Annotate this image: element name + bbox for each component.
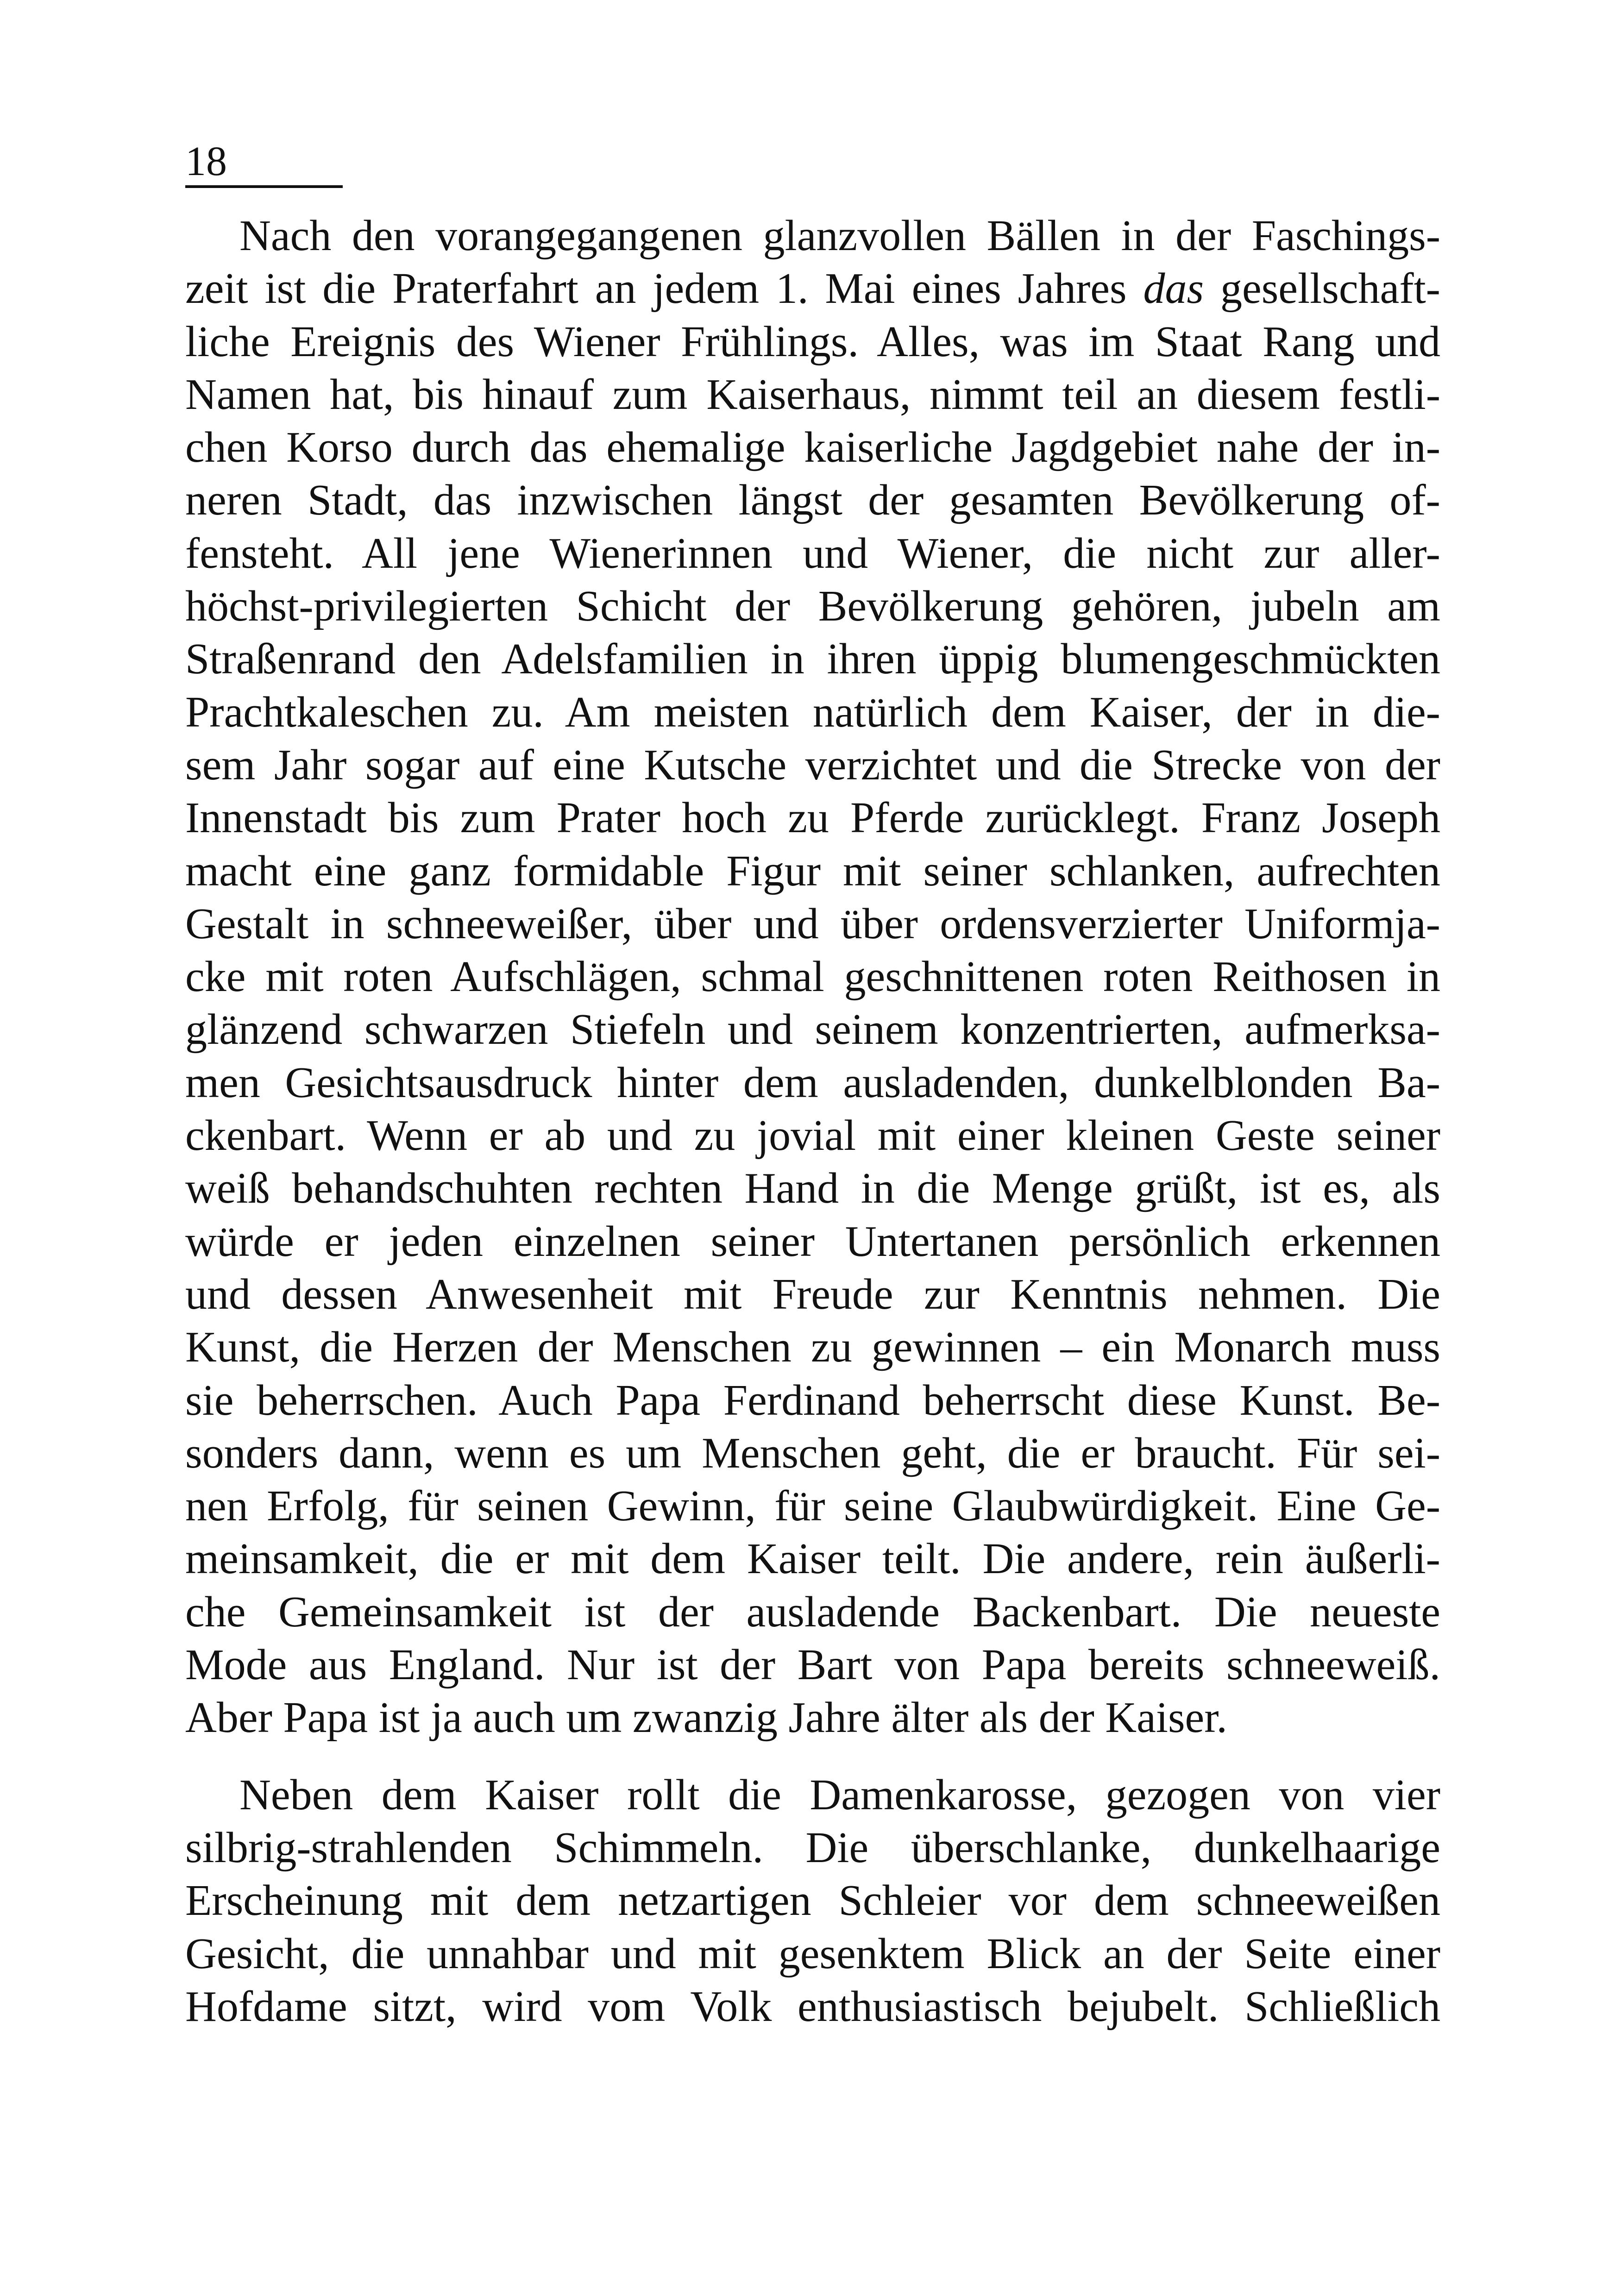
text-line: Straßenrand den Adelsfamilien in ihren üppig blumengeschmückten bbox=[185, 635, 1440, 684]
text-line: Erscheinung mit dem netzartigen Schleier vor dem schneeweißen bbox=[185, 1876, 1440, 1925]
text-line: Gestalt in schneeweißer, über und über ordensverzierter Uniformja- bbox=[185, 899, 1440, 948]
text-line: Namen hat, bis hinauf zum Kaiserhaus, nimmt teil an diesem festli- bbox=[185, 370, 1440, 419]
text-line: ckenbart. Wenn er ab und zu jovial mit einer kleinen Geste seiner bbox=[185, 1111, 1440, 1160]
text-line: chen Korso durch das ehemalige kaiserliche Jagdgebiet nahe der in- bbox=[185, 423, 1440, 472]
page-number: 18 bbox=[185, 138, 227, 184]
text-line: Mode aus England. Nur ist der Bart von Papa bereits schneeweiß. bbox=[185, 1641, 1440, 1689]
text-line: sie beherrschen. Auch Papa Ferdinand beherrscht diese Kunst. Be- bbox=[185, 1376, 1440, 1424]
text-line: Neben dem Kaiser rollt die Damenkarosse, gezogen von vier bbox=[239, 1770, 1440, 1819]
text-line: Kunst, die Herzen der Menschen zu gewinnen – ein Monarch muss bbox=[185, 1323, 1440, 1372]
text-line: neren Stadt, das inzwischen längst der gesamten Bevölkerung of- bbox=[185, 476, 1440, 525]
emphasized-word: das bbox=[1143, 264, 1204, 313]
text-line: Gesicht, die unnahbar und mit gesenktem Blick an der Seite einer bbox=[185, 1929, 1440, 1978]
text-line: höchst-privilegierten Schicht der Bevölkerung gehören, jubeln am bbox=[185, 582, 1440, 631]
text-line: macht eine ganz formidable Figur mit seiner schlanken, aufrechten bbox=[185, 847, 1440, 895]
text-line: Innenstadt bis zum Prater hoch zu Pferde zurücklegt. Franz Joseph bbox=[185, 794, 1440, 842]
page-header bbox=[185, 139, 343, 188]
text-line: würde er jeden einzelnen seiner Untertanen persönlich erkennen bbox=[185, 1217, 1440, 1266]
text-line: liche Ereignis des Wiener Frühlings. Alles, was im Staat Rang und bbox=[185, 317, 1440, 366]
text-line: und dessen Anwesenheit mit Freude zur Kenntnis nehmen. Die bbox=[185, 1270, 1440, 1318]
text-line: silbrig-strahlenden Schimmeln. Die überschlanke, dunkelhaarige bbox=[185, 1823, 1440, 1872]
text-line: meinsamkeit, die er mit dem Kaiser teilt. Die andere, rein äußerli- bbox=[185, 1535, 1440, 1583]
text-line: Aber Papa ist ja auch um zwanzig Jahre älter als der Kaiser. bbox=[185, 1694, 1227, 1742]
text-line: cke mit roten Aufschlägen, schmal geschnittenen roten Reithosen in bbox=[185, 953, 1440, 1001]
text-line: che Gemeinsamkeit ist der ausladende Backenbart. Die neueste bbox=[185, 1587, 1440, 1636]
text-line: glänzend schwarzen Stiefeln und seinem konzentrierten, aufmerksa- bbox=[185, 1005, 1440, 1054]
text-line: nen Erfolg, für seinen Gewinn, für seine Glaubwürdigkeit. Eine Ge- bbox=[185, 1482, 1440, 1531]
text-line: sem Jahr sogar auf eine Kutsche verzichtet und die Strecke von der bbox=[185, 740, 1440, 789]
paragraph-1 bbox=[185, 209, 1440, 1744]
text-line: fensteht. All jene Wienerinnen und Wiener, die nicht zur aller- bbox=[185, 529, 1440, 577]
paragraph-2 bbox=[185, 1769, 1440, 2033]
text-line-with-emphasis bbox=[185, 262, 1440, 315]
body-text bbox=[185, 209, 1440, 2033]
text-segment: gesellschaft- bbox=[1204, 264, 1440, 313]
text-line: sonders dann, wenn es um Menschen geht, die er braucht. Für sei- bbox=[185, 1429, 1440, 1477]
text-segment: zeit ist die Praterfahrt an jedem 1. Mai eines Jahres bbox=[185, 264, 1143, 313]
text-line: Prachtkaleschen zu. Am meisten natürlich dem Kaiser, der in die- bbox=[185, 688, 1440, 736]
text-line: weiß behandschuhten rechten Hand in die Menge grüßt, ist es, als bbox=[185, 1164, 1440, 1213]
text-line: men Gesichtsausdruck hinter dem ausladenden, dunkelblonden Ba- bbox=[185, 1058, 1440, 1107]
text-line: Hofdame sitzt, wird vom Volk enthusiastisch bejubelt. Schließlich bbox=[185, 1982, 1440, 2031]
text-line: Nach den vorangegangenen glanzvollen Bällen in der Faschings- bbox=[239, 212, 1440, 260]
